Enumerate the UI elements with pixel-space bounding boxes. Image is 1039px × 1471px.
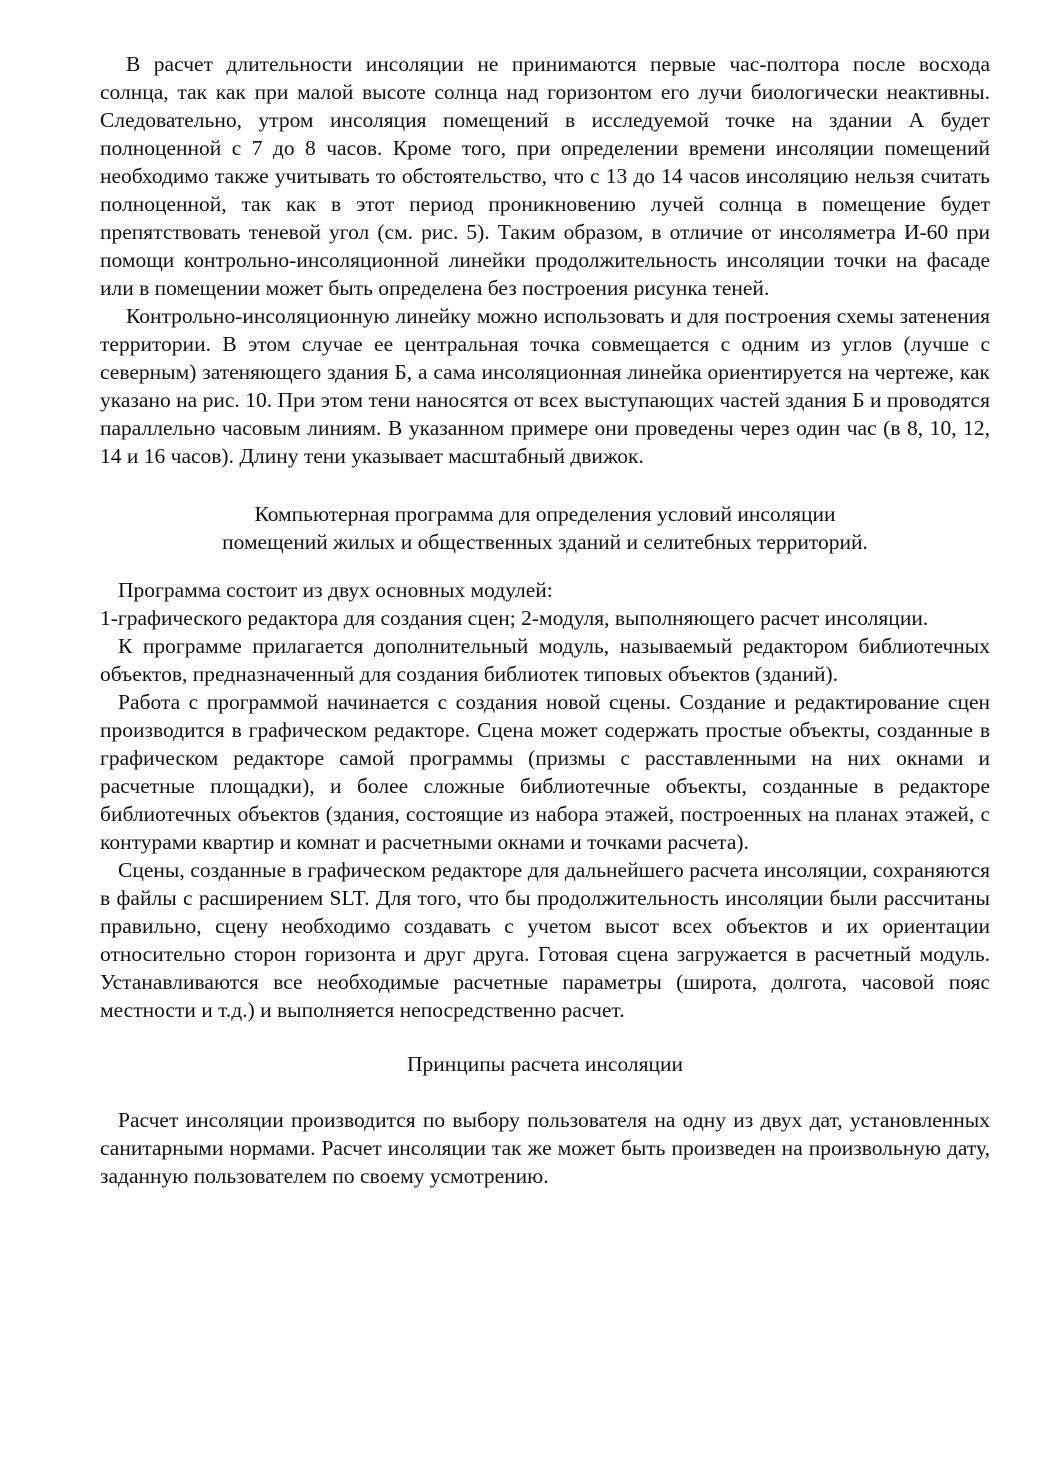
document-page	[100, 50, 990, 1190]
section-heading-software-line2: помещений жилых и общественных зданий и селитебных территорий.	[222, 530, 868, 554]
paragraph-calculation-dates: Расчет инсоляции производится по выбору пользователя на одну из двух дат, установленных санитарными нормами. Расчет инсоляции так же может быть произведен на произвольную дату, заданную пользователем по своему усмотрению.	[100, 1108, 990, 1188]
paragraph-scene-saving: Сцены, созданные в графическом редакторе для дальнейшего расчета инсоляции, сохраняются в файлы с расширением SLT. Для того, что бы продолжительность инсоляции были рассчитаны правильно, сцену необходимо создавать с учетом высот всех объектов и их ориентации относительно сторон горизонта и друг друга. Готовая сцена загружается в расчетный модуль. Устанавливаются все необходимые расчетные параметры (широта, долгота, часовой пояс местности и т.д.) и выполняется непосредственно расчет.	[100, 858, 990, 1022]
paragraph-library-editor: К программе прилагается дополнительный модуль, называемый редактором библиотечных объектов, предназначенный для создания библиотек типовых объектов (зданий).	[100, 634, 990, 686]
paragraph-scene-creation: Работа с программой начинается с создания новой сцены. Создание и редактирование сцен производится в графическом редакторе. Сцена может содержать простые объекты, созданные в графическом редакторе самой программы (призмы с расставленными на них окнами и расчетные площадки), и более сложные библиотечные объекты, созданные в редакторе библиотечных объектов (здания, состоящие из набора этажей, построенных на планах этажей, с контурами квартир и комнат и расчетными окнами и точками расчета).	[100, 690, 990, 854]
section-heading-calculation-principles: Принципы расчета инсоляции	[406, 1052, 684, 1076]
paragraph-shading-scheme: Контрольно-инсоляционную линейку можно использовать и для построения схемы затенения территории. В этом случае ее центральная точка совмещается с одним из углов (лучше с северным) затеняющего здания Б, а сама инсоляционная линейка ориентируется на чертеже, как указано на рис. 10. При этом тени наносятся от всех выступающих частей здания Б и проводятся параллельно часовым линиям. В указанном примере они проведены через один час (в 8, 10, 12, 14 и 16 часов). Длину тени указывает масштабный движок.	[100, 304, 990, 468]
section-heading-software-line1: Компьютерная программа для определения условий инсоляции	[254, 502, 836, 526]
paragraph-modules-list: 1-графического редактора для создания сцен; 2-модуля, выполняющего расчет инсоляции.	[100, 606, 929, 630]
paragraph-insolation-duration: В расчет длительности инсоляции не принимаются первые час-полтора после восхода солнца, так как при малой высоте солнца над горизонтом его лучи биологически неактивны. Следовательно, утром инсоляция помещений в исследуемой точке на здании А будет полноценной с 7 до 8 часов. Кроме того, при определении времени инсоляции помещений необходимо также учитывать то обстоятельство, что с 13 до 14 часов инсоляцию нельзя считать полноценной, так как в этот период проникновению лучей солнца в помещение будет препятствовать теневой угол (см. рис. 5). Таким образом, в отличие от инсоляметра И-60 при помощи контрольно-инсоляционной линейки продолжительность инсоляции точки на фасаде или в помещении может быть определена без построения рисунка теней.	[100, 52, 990, 300]
paragraph-program-modules: Программа состоит из двух основных модулей:	[118, 578, 553, 602]
